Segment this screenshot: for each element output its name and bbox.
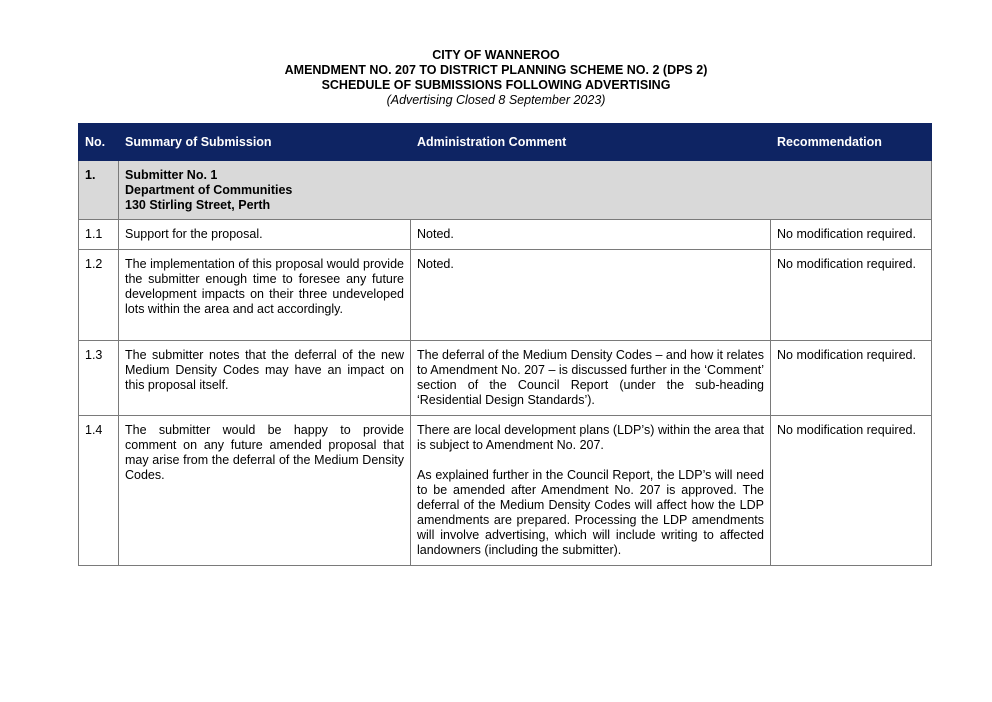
row-summary: The implementation of this proposal would provide the submitter enough time to foresee any future development impacts on their three undeveloped lots within the area and act accordingly.: [119, 250, 411, 341]
row-number: 1.4: [79, 416, 119, 566]
comment-paragraph: There are local development plans (LDP’s) within the area that is subject to Amendment No. 207.: [417, 423, 764, 452]
table-row: [79, 416, 932, 566]
advertising-closed-note: (Advertising Closed 8 September 2023): [386, 93, 606, 107]
row-recommendation: No modification required.: [771, 341, 932, 416]
schedule-title: SCHEDULE OF SUBMISSIONS FOLLOWING ADVERTISING: [321, 78, 671, 92]
row-summary: The submitter would be happy to provide comment on any future amended proposal that may arise from the deferral of the Medium Density Codes.: [119, 416, 411, 566]
row-summary: Support for the proposal.: [119, 220, 411, 250]
submitter-group-row: [79, 161, 932, 220]
submitter-label: Submitter No. 1: [125, 168, 218, 182]
row-recommendation: No modification required.: [771, 416, 932, 566]
row-recommendation: No modification required.: [771, 250, 932, 341]
comment-paragraph: Noted.: [417, 227, 454, 241]
document-header: [0, 48, 992, 108]
table-row: [79, 220, 932, 250]
row-comment: [411, 250, 771, 341]
column-header-recommendation: Recommendation: [771, 124, 932, 161]
submitter-organisation: Department of Communities: [125, 183, 293, 197]
row-comment: [411, 341, 771, 416]
column-header-comment: Administration Comment: [411, 124, 771, 161]
row-number: 1.3: [79, 341, 119, 416]
row-comment: [411, 220, 771, 250]
row-number: 1.2: [79, 250, 119, 341]
submitter-address: 130 Stirling Street, Perth: [125, 198, 271, 212]
submissions-table: [78, 123, 932, 566]
row-number: 1.1: [79, 220, 119, 250]
table-header-row: [79, 124, 932, 161]
submitter-details: [119, 161, 932, 220]
column-header-summary: Summary of Submission: [119, 124, 411, 161]
table-row: [79, 341, 932, 416]
column-header-no: No.: [79, 124, 119, 161]
table-row: [79, 250, 932, 341]
org-title: CITY OF WANNEROO: [432, 48, 560, 62]
row-comment: [411, 416, 771, 566]
comment-paragraph: The deferral of the Medium Density Codes – and how it relates to Amendment No. 207 – is discussed further in the ‘Comment’ section of the Council Report (under the sub-heading ‘Residential Design Standards’).: [417, 348, 764, 407]
amendment-title: AMENDMENT NO. 207 TO DISTRICT PLANNING SCHEME NO. 2 (DPS 2): [284, 63, 708, 77]
row-recommendation: No modification required.: [771, 220, 932, 250]
row-summary: The submitter notes that the deferral of the new Medium Density Codes may have an impact on this proposal itself.: [119, 341, 411, 416]
group-number: 1.: [79, 161, 119, 220]
comment-paragraph: As explained further in the Council Report, the LDP’s will need to be amended after Amendment No. 207 is approved. The deferral of the Medium Density Codes will affect how the LDP amendments are prepared. Processing the LDP amendments will involve advertising, which will include writing to affected landowners (including the submitter).: [417, 468, 764, 557]
comment-paragraph: Noted.: [417, 257, 454, 271]
